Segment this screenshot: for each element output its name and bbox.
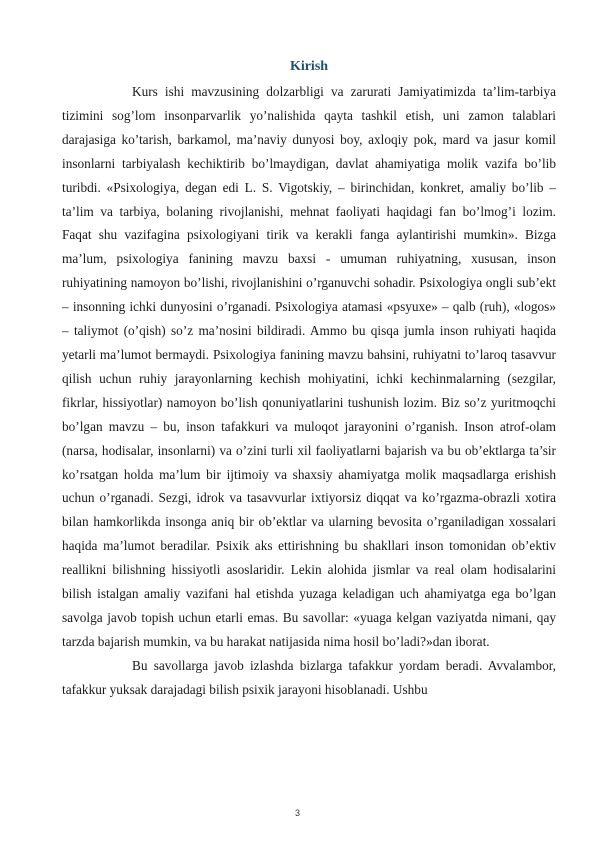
paragraph-1: Kurs ishi mavzusining dolzarbligi va zarurati Jamiyatimizda ta’lim-tarbiya tizimini sog’lom insonparvarlik yo’nalishida qayta tashkil etish, uni zamon talablari darajasiga ko’tarish, barkamol, ma’naviy dunyosi boy, axloqiy pok, mard va jasur komil insonlarni tarbiyalash kechiktirib bo’lmaydigan, davlat ahamiyatiga molik vazifa bo’lib turibdi. «Psixologiya, degan edi L. S. Vigotskiy, – birinchidan, konkret, amaliy bo’lib – ta’lim va tarbiya, bolaning rivojlanishi, mehnat faoliyati haqidagi fan bo’lmog’i lozim. Faqat shu vazifagina psixologiyani tirik va kerakli fanga aylantirishi mumkin». Bizga ma’lum, psixologiya fanining mavzu baxsi - umuman ruhiyatning, xususan, inson ruhiyatining namoyon bo’lishi, rivojlanishini o’rganuvchi sohadir. Psixologiya ongli sub’ekt – insonning ichki dunyosini o’rganadi. Psixologiya atamasi «psyuxe» – qalb (ruh), «logos» – taliymot (o’qish) so’z ma’nosini bildiradi. Ammo bu qisqa jumla inson ruhiyati haqida yetarli ma’lumot bermaydi. Psixologiya fanining mavzu bahsini, ruhiyatni to’laroq tasavvur qilish uchun ruhiy jarayonlarning kechish mohiyatini, ichki kechinmalarning (sezgilar, fikrlar, hissiyotlar) namoyon bo’lish qonuniyatlarini tushunish lozim. Biz so’z yuritmoqchi bo’lgan mavzu – bu, inson tafakkuri va muloqot jarayonini o’rganish. Inson atrof-olam (narsa, hodisalar, insonlarni) va o’zini turli xil faoliyatlarni bajarish va bu ob’ektlarga ta’sir ko’rsatgan holda ma’lum bir ijtimoiy va shaxsiy ahamiyatga molik maqsadlarga erishish uchun o’rganadi. Sezgi, idrok va tasavvurlar ixtiyorsiz diqqat va ko’rgazma-obrazli xotira bilan hamkorlikda insonga aniq bir ob’ektlar va ularning bevosita o’rganiladigan xossalari haqida ma’lumot beradilar. Psixik aks ettirishning bu shakllari inson tomonidan ob’ektiv reallikni bilishning hissiyotli asoslaridir. Lekin alohida jismlar va real olam hodisalarini bilish istalgan amaliy vazifani hal etishda yuzaga keladigan uch ahamiyatga ega bo’lgan savolga javob topish uchun etarli emas. Bu savollar: «yuaga kelgan vaziyatda nimani, qay tarzda bajarish mumkin, va bu harakat natijasida nima hosil bo’ladi?»dan iborat.: [62, 84, 556, 649]
section-title: Kirish: [289, 59, 329, 74]
document-page: [62, 58, 556, 702]
page-number: 3: [294, 808, 300, 818]
paragraph-2: Bu savollarga javob izlashda bizlarga tafakkur yordam beradi. Avvalambor, tafakkur yuksak darajadagi bilish psixik jarayoni hisoblanadi. Ushbu: [62, 657, 556, 697]
